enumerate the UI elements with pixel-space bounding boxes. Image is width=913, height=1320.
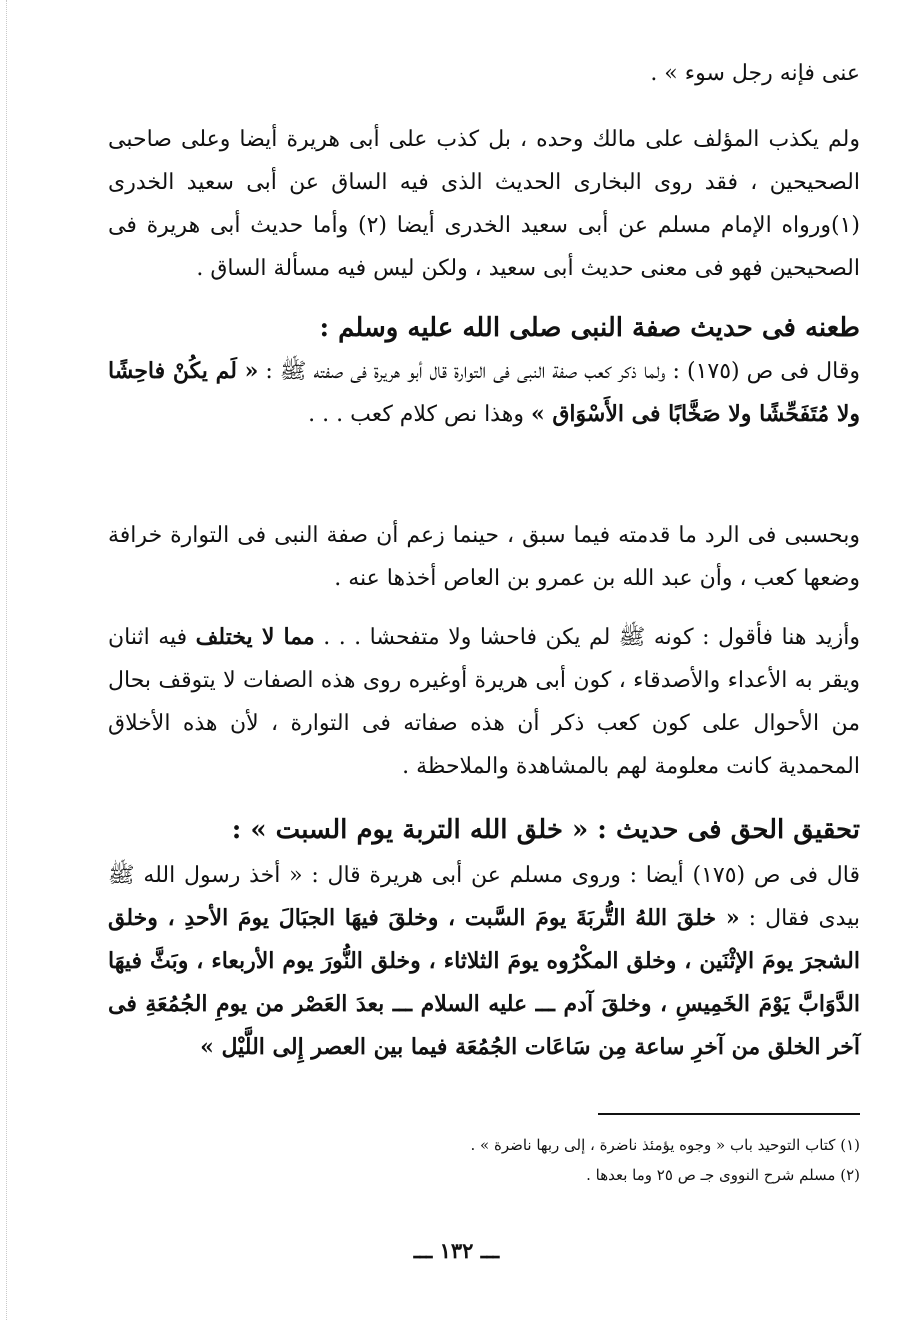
paragraph-4-tail: فيه اثنان ويقر به الأعداء والأصدقاء ، كون أبى هريرة أوغيره روى هذه الصفات لا يتوقف بحال من الأحوال على كون كعب ذكر أن هذه صفاته فى التوارة ، لأن هذه الأخلاق المحمدية كانت معلومة لهم بالمشاهدة والملاحظة . [108,625,860,779]
section-heading-prophet-description: طعنه فى حديث صفة النبى صلى الله عليه وسلم : [319,313,860,343]
paragraph-response [108,514,860,600]
paragraph-author-lied [108,118,860,290]
paragraph-2 [108,350,860,436]
paragraph-0: عنى فإنه رجل سوء » . [650,61,860,86]
paragraph-2-intro: وقال فى ص (١٧٥) : ولما ذكر كعب صفة النبى فى التوارة قال أبو هريرة فى صفته ﷺ : [258,359,861,384]
paragraph-5 [108,854,860,1069]
hadith-quote-description: « لَم يكُنْ فاحِشًا ولا مُتَفَحِّشًا ولا صَخَّابًا فى الأَسْوَاق » [108,358,860,427]
paragraph-continuation [108,52,860,95]
paragraph-1: ولم يكذب المؤلف على مالك وحده ، بل كذب على أبى هريرة أيضا وعلى صاحبى الصحيحين ، فقد روى البخارى الحديث الذى فيه الساق عن أبى سعيد الخدرى (١)ورواه الإمام مسلم عن أبى سعيد الخدرى أيضا (٢) وأما حديث أبى هريرة فى الصحيحين فهو فى معنى حديث أبى سعيد ، ولكن ليس فيه مسألة الساق . [108,127,860,281]
paragraph-creation-hadith [108,854,860,1069]
footnote-1: (١) كتاب التوحيد باب « وجوه يؤمئذ ناضرة ، إلى ربها ناضرة » . [470,1136,860,1154]
paragraph-4 [108,616,860,788]
section-heading-creation-hadith: تحقيق الحق فى حديث : « خلق الله التربة يوم السبت » : [231,815,860,845]
paragraph-5-intro: قال فى ص (١٧٥) أيضا : وروى مسلم عن أبى هريرة قال : « أخذ رسول الله ﷺ بيدى فقال : [108,863,861,931]
page-number: ـــ ١٣٢ ـــ [413,1238,500,1263]
paragraph-2-tail: وهذا نص كلام كعب . . . [308,402,531,427]
paragraph-kaab-quote [108,350,860,436]
paragraph-additional [108,616,860,788]
paragraph-4-intro: وأزيد هنا فأقول : كونه ﷺ لم يكن فاحشا ولا متفحشا . . . [314,625,861,650]
scan-edge-dots [6,0,7,1320]
footnote-divider [598,1113,860,1115]
footnote-2: (٢) مسلم شرح النووى جـ ص ٢٥ وما بعدها . [586,1166,860,1184]
hadith-quote-creation: « خلقَ اللهُ التُّربَةَ يومَ السَّبت ، وخلقَ فيهَا الجبَالَ يومَ الأحدِ ، وخلق الشجرَ يومَ الإثْنَين ، وخلق المكْرُوه يومَ الثلاثاء ، وخلق النُّورَ يوم الأربعاء ، وبَثَّ فيهَا الدَّوَابَّ يَوْمَ الخَمِيسِ ، وخلقَ آدم ـــ عليه السلام ـــ بعدَ العَصْر من يومِ الجُمُعَةِ فى آخر الخلق من آخرِ ساعة مِن سَاعَات الجُمُعَة فيما بين العصر إِلى اللَّيْل » [108,905,860,1060]
paragraph-4-emphasis: مما لا يختلف [195,624,315,650]
paragraph-3: وبحسبى فى الرد ما قدمته فيما سبق ، حينما زعم أن صفة النبى فى التوارة خرافة وضعها كعب ، وأن عبد الله بن عمرو بن العاص أخذها عنه . [108,523,860,591]
footnotes [300,1130,860,1190]
